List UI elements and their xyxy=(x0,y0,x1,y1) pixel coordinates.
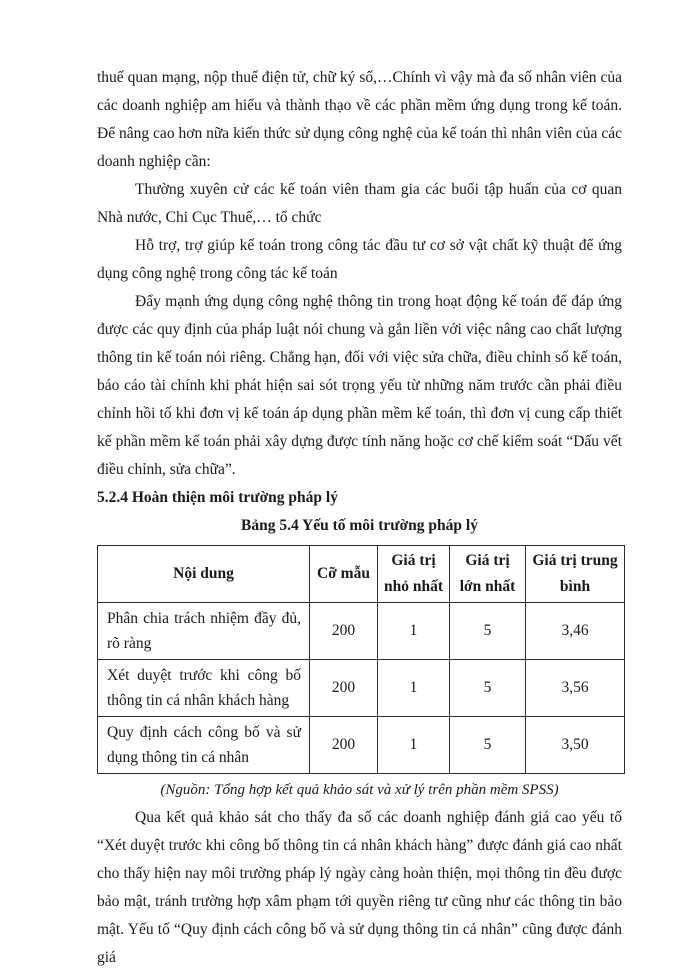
cell-mean: 3,56 xyxy=(526,660,625,717)
table-row xyxy=(98,660,625,717)
stats-table xyxy=(97,545,625,774)
cell-content: Xét duyệt trước khi công bố thông tin cá nhân khách hàng xyxy=(98,660,310,717)
paragraph-training: Thường xuyên cử các kế toán viên tham gia các buổi tập huấn của cơ quan Nhà nước, Chi Cục Thuế,… tổ chức xyxy=(97,181,622,226)
cell-sample-size: 200 xyxy=(310,717,378,774)
cell-mean: 3,50 xyxy=(526,717,625,774)
paragraph-conclusion: Qua kết quả khảo sát cho thấy đa số các doanh nghiệp đánh giá cao yếu tố “Xét duyệt trước khi công bố thông tin cá nhân khách hàng” được đánh giá cao nhất cho thấy hiện nay môi trường pháp lý ngày càng hoàn thiện, mọi thông tin đều được bảo mật, tránh trường hợp xâm phạm tới quyền riêng tư cũng như các thông tin bảo mật. Yếu tố “Quy định cách công bố và sử dụng thông tin cá nhân” cũng được đánh giá xyxy=(97,809,622,966)
header-cell-mean: Giá trị trung bình xyxy=(526,546,625,603)
header-cell-sample-size: Cỡ mẫu xyxy=(310,546,378,603)
source-note: (Nguồn: Tổng hợp kết quả khảo sát và xử lý trên phần mềm SPSS) xyxy=(160,782,559,798)
cell-min: 1 xyxy=(378,603,450,660)
table-header-row xyxy=(98,546,625,603)
cell-sample-size: 200 xyxy=(310,660,378,717)
cell-max: 5 xyxy=(450,717,526,774)
table-row xyxy=(98,717,625,774)
paragraph-continuation: thuế quan mạng, nộp thuế điện tử, chữ ký số,…Chính vì vậy mà đa số nhân viên của các doanh nghiệp am hiểu và thành thạo về các phần mềm ứng dụng trong kế toán. Để nâng cao hơn nữa kiến thức sử dụng công nghệ của kế toán thì nhân viên của các doanh nghiệp cần: xyxy=(97,69,622,170)
table-row xyxy=(98,603,625,660)
cell-min: 1 xyxy=(378,717,450,774)
cell-max: 5 xyxy=(450,660,526,717)
header-cell-max: Giá trị lớn nhất xyxy=(450,546,526,603)
paragraph-support: Hỗ trợ, trợ giúp kế toán trong công tác đầu tư cơ sở vật chất kỹ thuật để ứng dụng công nghệ trong công tác kế toán xyxy=(97,237,622,282)
section-heading: 5.2.4 Hoàn thiện môi trường pháp lý xyxy=(97,489,338,506)
cell-min: 1 xyxy=(378,660,450,717)
header-cell-content: Nội dung xyxy=(98,546,310,603)
header-cell-min: Giá trị nhỏ nhất xyxy=(378,546,450,603)
cell-content: Quy định cách công bố và sử dụng thông tin cá nhân xyxy=(98,717,310,774)
table-caption: Bảng 5.4 Yếu tố môi trường pháp lý xyxy=(241,517,478,534)
cell-sample-size: 200 xyxy=(310,603,378,660)
cell-max: 5 xyxy=(450,603,526,660)
cell-mean: 3,46 xyxy=(526,603,625,660)
cell-content: Phân chia trách nhiệm đầy đủ, rõ ràng xyxy=(98,603,310,660)
paragraph-it-adoption: Đẩy mạnh ứng dụng công nghệ thông tin trong hoạt động kế toán để đáp ứng được các quy định của pháp luật nói chung và gắn liền với việc nâng cao chất lượng thông tin kế toán nói riêng. Chẳng hạn, đối với việc sửa chữa, điều chỉnh sổ kế toán, báo cáo tài chính khi phát hiện sai sót trọng yếu từ những năm trước cần phải điều chỉnh hồi tố khi đơn vị kế toán áp dụng phần mềm kế toán, thì đơn vị cung cấp thiết kế phần mềm kế toán phải xây dựng được tính năng hoặc cơ chế kiểm soát “Dấu vết điều chỉnh, sửa chữa”. xyxy=(97,293,622,478)
